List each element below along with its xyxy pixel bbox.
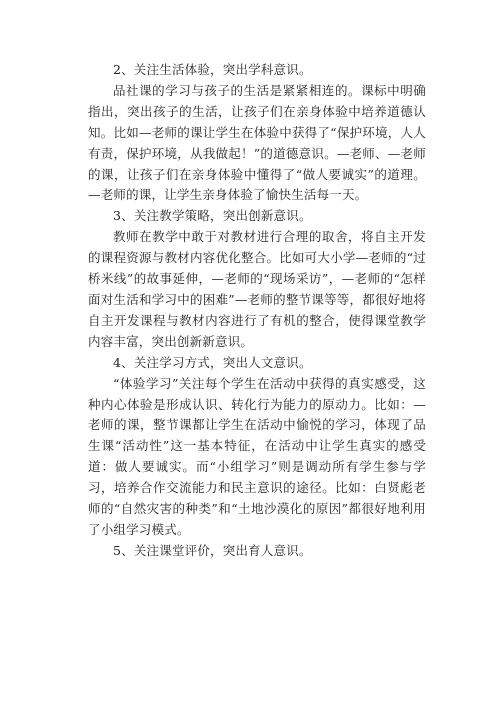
paragraph: “体验学习”关注每个学生在活动中获得的真实感受，这种内心体验是形成认识、转化行为能力的原动力。比如：—老师的课，整节课都让学生在活动中愉悦的学习，体现了品生课“活动性”这一基本特征，在活动中让学生真实的感受道：做人要诚实。而“小组学习”则是调动所有学生参与学习，培养合作交流能力和民主意识的途径。比如：白贤彪老师的“自然灾害的种类”和“土地沙漠化的原因”都很好地利用了小组学习模式。 (88, 375, 426, 537)
section-heading: 3、关注教学策略，突出创新意识。 (113, 208, 312, 224)
section-heading: 5、关注课堂评价，突出育人意识。 (113, 542, 312, 558)
paragraph: 品社课的学习与孩子的生活是紧紧相连的。课标中明确指出，突出孩子的生活，让孩子们在亲身体验中培养道德认知。比如—老师的课让学生在体验中获得了“保护环境，人人有责，保护环境，从我做起！”的道德意识。—老师、—老师的课，让孩子们在亲身体验中懂得了“做人要诚实”的道理。—老师的课，让学生亲身体验了愉快生活每一天。 (88, 82, 426, 203)
paragraph: 教师在教学中敢于对教材进行合理的取舍，将自主开发的课程资源与教材内容优化整合。比如可大小学—老师的“过桥米线”的故事延伸，—老师的“现场采访”，—老师的“怎样面对生活和学习中的困难”—老师的整节课等等，都很好地将自主开发课程与教材内容进行了有机的整合，使得课堂教学内容丰富，突出创新新意识。 (88, 229, 426, 349)
document-body (88, 60, 426, 562)
section-heading: 4、关注学习方式，突出人文意识。 (113, 354, 312, 370)
section-heading: 2、关注生活体验，突出学科意识。 (113, 62, 312, 77)
